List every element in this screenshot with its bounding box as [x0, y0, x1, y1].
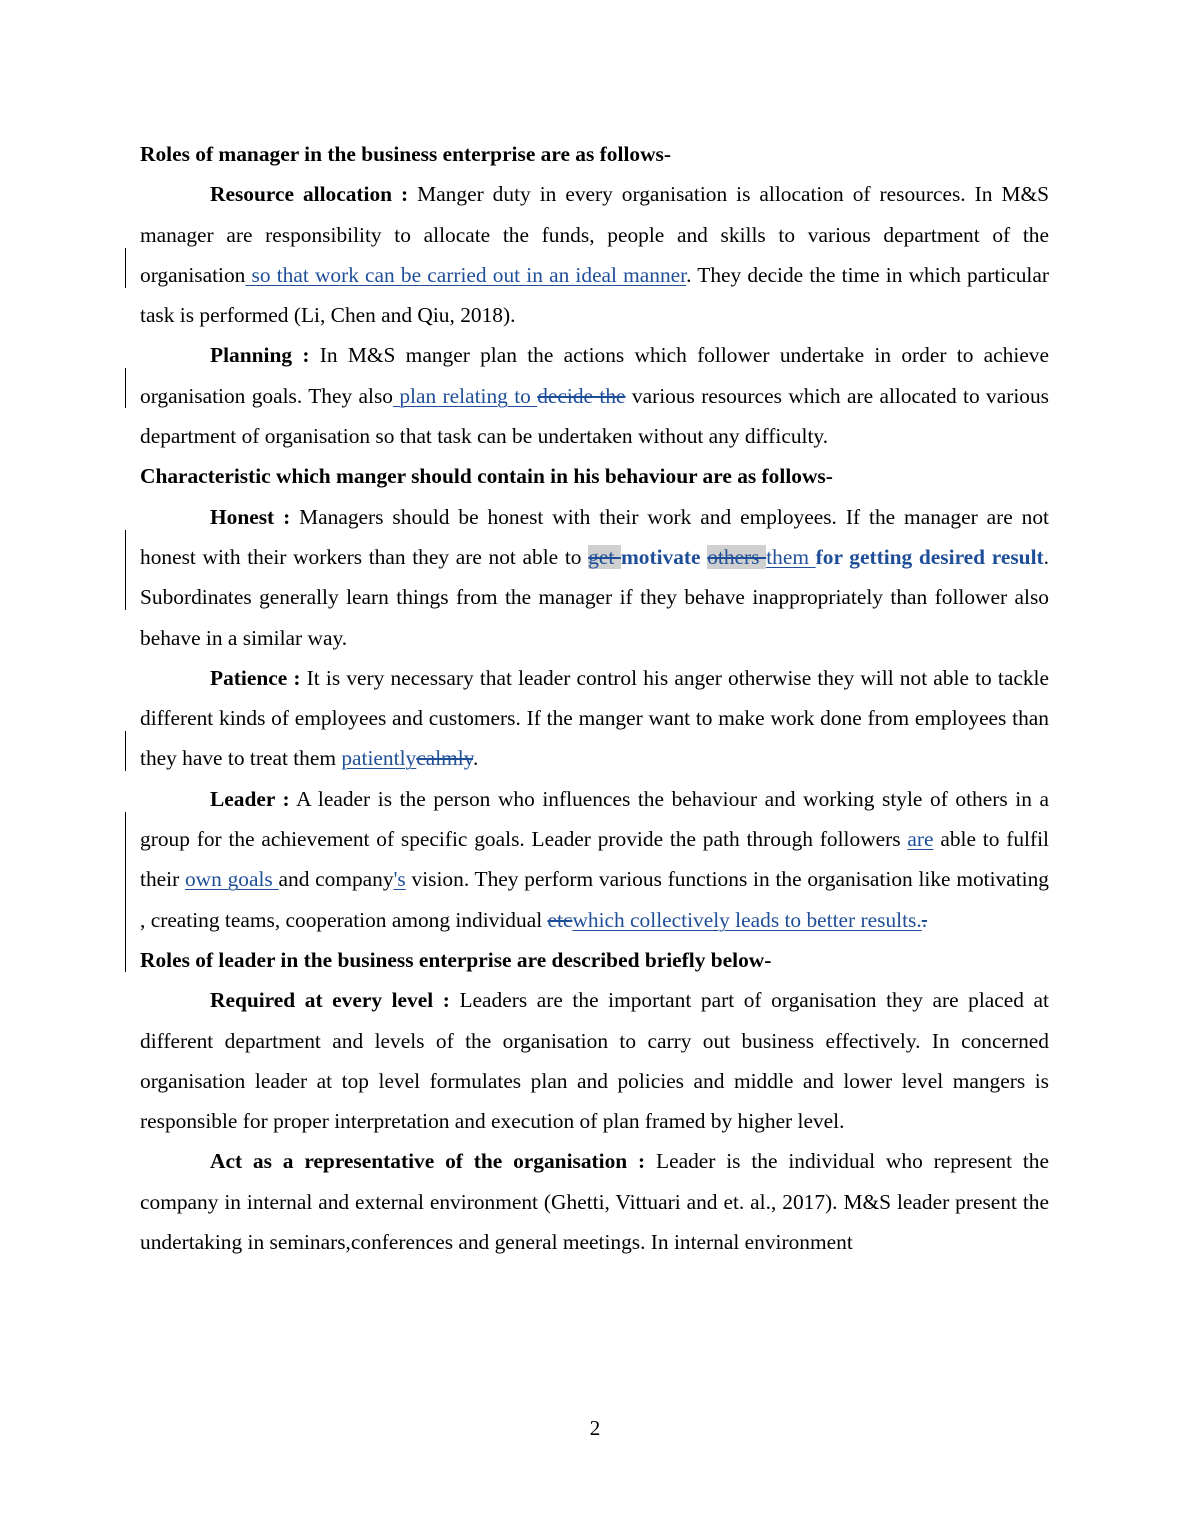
change-bar — [125, 731, 126, 771]
body-text: and company — [278, 867, 394, 892]
term-label: Resource allocation : — [210, 182, 409, 207]
change-bar — [125, 368, 126, 408]
body-text: It is very necessary that leader control his anger otherwise they will not able to tackle different kinds of employees and customers. If the manger want to make work done from employees than they have to treat them — [140, 665, 1049, 771]
body-text: Leaders are the important part of organisation they are placed at different department and levels of the organisation to carry out business effectively. In concerned organisation leader at top level formulates plan and policies and middle and lower level mangers is responsible for proper interpretation and execution of plan framed by higher level. — [140, 988, 1049, 1134]
tracked-deletion: calmly — [416, 746, 474, 771]
tracked-insertion: own goals — [184, 867, 279, 892]
tracked-deletion: decide the — [537, 383, 626, 408]
section-heading-leader-roles: Roles of leader in the business enterprise are described briefly below- — [140, 947, 772, 972]
body-text: . Subordinates generally learn things from the manager if they behave inappropriately than follower also behave in a similar way. — [140, 544, 1049, 650]
body-text: Leader is the individual who represent the company in internal and external environment (Ghetti, Vittuari and et. al., 2017). M&S leader present the undertaking in seminars,conferences and general meetings. In internal environment — [140, 1149, 1049, 1255]
paragraph-representative — [140, 1141, 1049, 1262]
paragraph-patience — [140, 658, 1049, 779]
term-label: Act as a representative of the organisation : — [210, 1149, 646, 1174]
body-text: vision. They perform various functions in the organisation like motivating — [405, 867, 1050, 892]
tracked-insertion: them — [766, 544, 816, 569]
tracked-insertion: are — [907, 827, 934, 852]
tracked-deletion: etc — [547, 907, 573, 932]
body-text: A leader is the person who influences the behaviour and working style of others in a group for the achievement of specific goals. Leader provide the path through followers — [140, 786, 1049, 852]
body-text: , creating teams, cooperation among individual — [140, 907, 548, 932]
page-number: 2 — [589, 1416, 601, 1440]
body-text: . — [473, 746, 479, 771]
change-bar — [125, 530, 126, 610]
term-label: Required at every level : — [210, 988, 450, 1013]
change-bar — [125, 248, 126, 288]
tracked-deletion: . — [921, 907, 928, 932]
body-text: Manger duty in every organisation is allocation of resources. In M&S manager are responsibility to allocate the funds, people and skills to various department of the organisation — [140, 182, 1049, 287]
tracked-insertion-bold: motivate — [620, 544, 708, 569]
section-heading-manager-roles: Roles of manager in the business enterprise are as follows- — [140, 142, 671, 166]
tracked-insertion: patiently — [341, 746, 417, 771]
paragraph-leader — [140, 779, 1049, 940]
body-text: able to fulfil their — [140, 827, 1049, 892]
body-text: In M&S manger plan the actions which follower undertake in order to achieve organisation goals. They also — [140, 343, 1049, 408]
document-body[interactable] — [140, 134, 1049, 1262]
tracked-deletion: get — [588, 544, 621, 569]
tracked-insertion: so that work can be carried out in an ideal manner — [245, 262, 687, 287]
paragraph-resource-allocation — [140, 174, 1049, 335]
section-heading-characteristic: Characteristic which manger should contain in his behaviour are as follows- — [140, 464, 833, 489]
tracked-insertion: which collectively leads to better results. — [572, 907, 922, 932]
body-text: various resources which are allocated to various department of organisation so that task can be undertaken without any difficulty. — [140, 383, 1049, 449]
tracked-deletion: others — [707, 544, 767, 569]
paragraph-required-every-level — [140, 980, 1049, 1141]
tracked-insertion: 's — [393, 867, 406, 892]
paragraph-planning — [140, 335, 1049, 456]
body-text: Managers should be honest with their work and employees. If the manager are not honest with their workers than they are not able to — [140, 504, 1049, 569]
body-text: . They decide the time in which particular task is performed (Li, Chen and Qiu, 2018). — [140, 262, 1049, 328]
paragraph-honest — [140, 497, 1049, 658]
term-label: Planning : — [210, 343, 310, 368]
tracked-insertion: plan relating to — [392, 383, 538, 408]
change-bar — [125, 812, 126, 972]
term-label: Patience : — [210, 665, 301, 690]
term-label: Leader : — [210, 786, 290, 811]
tracked-insertion-bold: for getting desired result — [815, 544, 1044, 569]
term-label: Honest : — [210, 504, 291, 529]
